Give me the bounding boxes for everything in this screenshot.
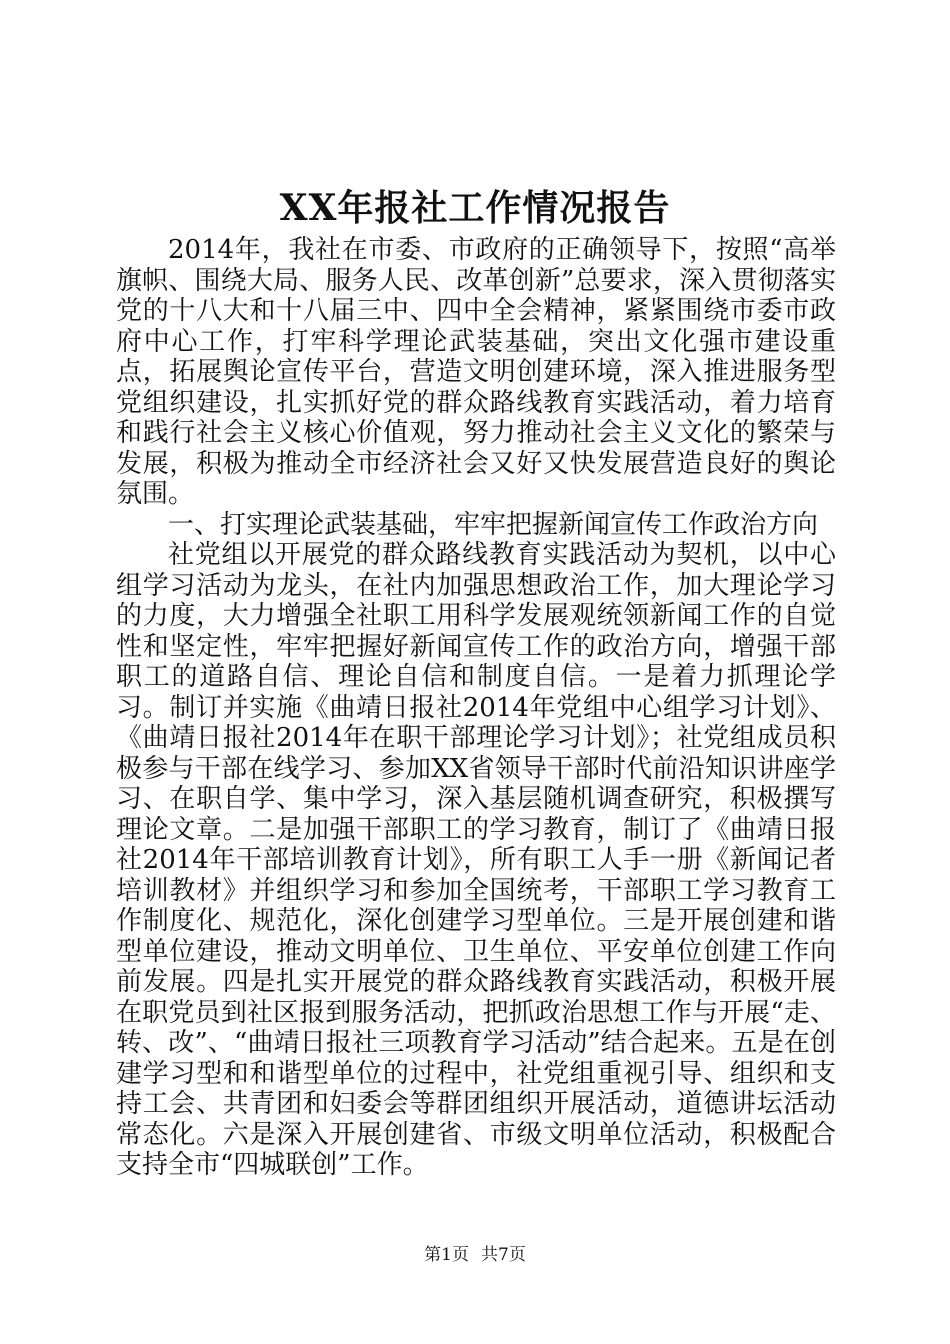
page-total: 共7页 [481,1245,526,1265]
paragraph-section-1: 社党组以开展党的群众路线教育实践活动为契机，以中心组学习活动为龙头，在社内加强思想政治工作，加大理论学习的力度，大力增强全社职工用科学发展观统领新闻工作的自觉性和坚定性，牢牢把握好新闻宣传工作的政治方向，增强干部职工的道路自信、理论自信和制度自信。一是着力抓理论学习。制订并实施《曲靖日报社2014年党组中心组学习计划》、《曲靖日报社2014年在职干部理论学习计划》；社党组成员积极参与干部在线学习、参加XX省领导干部时代前沿知识讲座学习、在职自学、集中学习，深入基层随机调查研究，积极撰写理论文章。二是加强干部职工的学习教育，制订了《曲靖日报社2014年干部培训教育计划》，所有职工人手一册《新闻记者培训教材》并组织学习和参加全国统考，干部职工学习教育工作制度化、规范化，深化创建学习型单位。三是开展创建和谐型单位建设，推动文明单位、卫生单位、平安单位创建工作向前发展。四是扎实开展党的群众路线教育实践活动，积极开展在职党员到社区报到服务活动，把抓政治思想工作与开展“走、转、改”、“曲靖日报社三项教育学习活动”结合起来。五是在创建学习型和和谐型单位的过程中，社党组重视引导、组织和支持工会、共青团和妇委会等群团组织开展活动，道德讲坛活动常态化。六是深入开展创建省、市级文明单位活动，积极配合支持全市“四城联创”工作。 [116,540,836,1180]
document-title: XX年报社工作情况报告 [279,187,671,229]
page-footer [0,1244,950,1266]
paragraph-intro: 2014年，我社在市委、市政府的正确领导下，按照“高举旗帜、围绕大局、服务人民、改革创新”总要求，深入贯彻落实党的十八大和十八届三中、四中全会精神，紧紧围绕市委市政府中心工作，打牢科学理论武装基础，突出文化强市建设重点，拓展舆论宣传平台，营造文明创建环境，深入推进服务型党组织建设，扎实抓好党的群众路线教育实践活动，着力培育和践行社会主义核心价值观，努力推动社会主义文化的繁荣与发展，积极为推动全市经济社会又好又快发展营造良好的舆论氛围。 [116,235,836,509]
document-body [116,235,836,1181]
section-heading-1: 一、打实理论武装基础，牢牢把握新闻宣传工作政治方向 [168,509,819,540]
page-number: 第1页 [424,1245,469,1265]
